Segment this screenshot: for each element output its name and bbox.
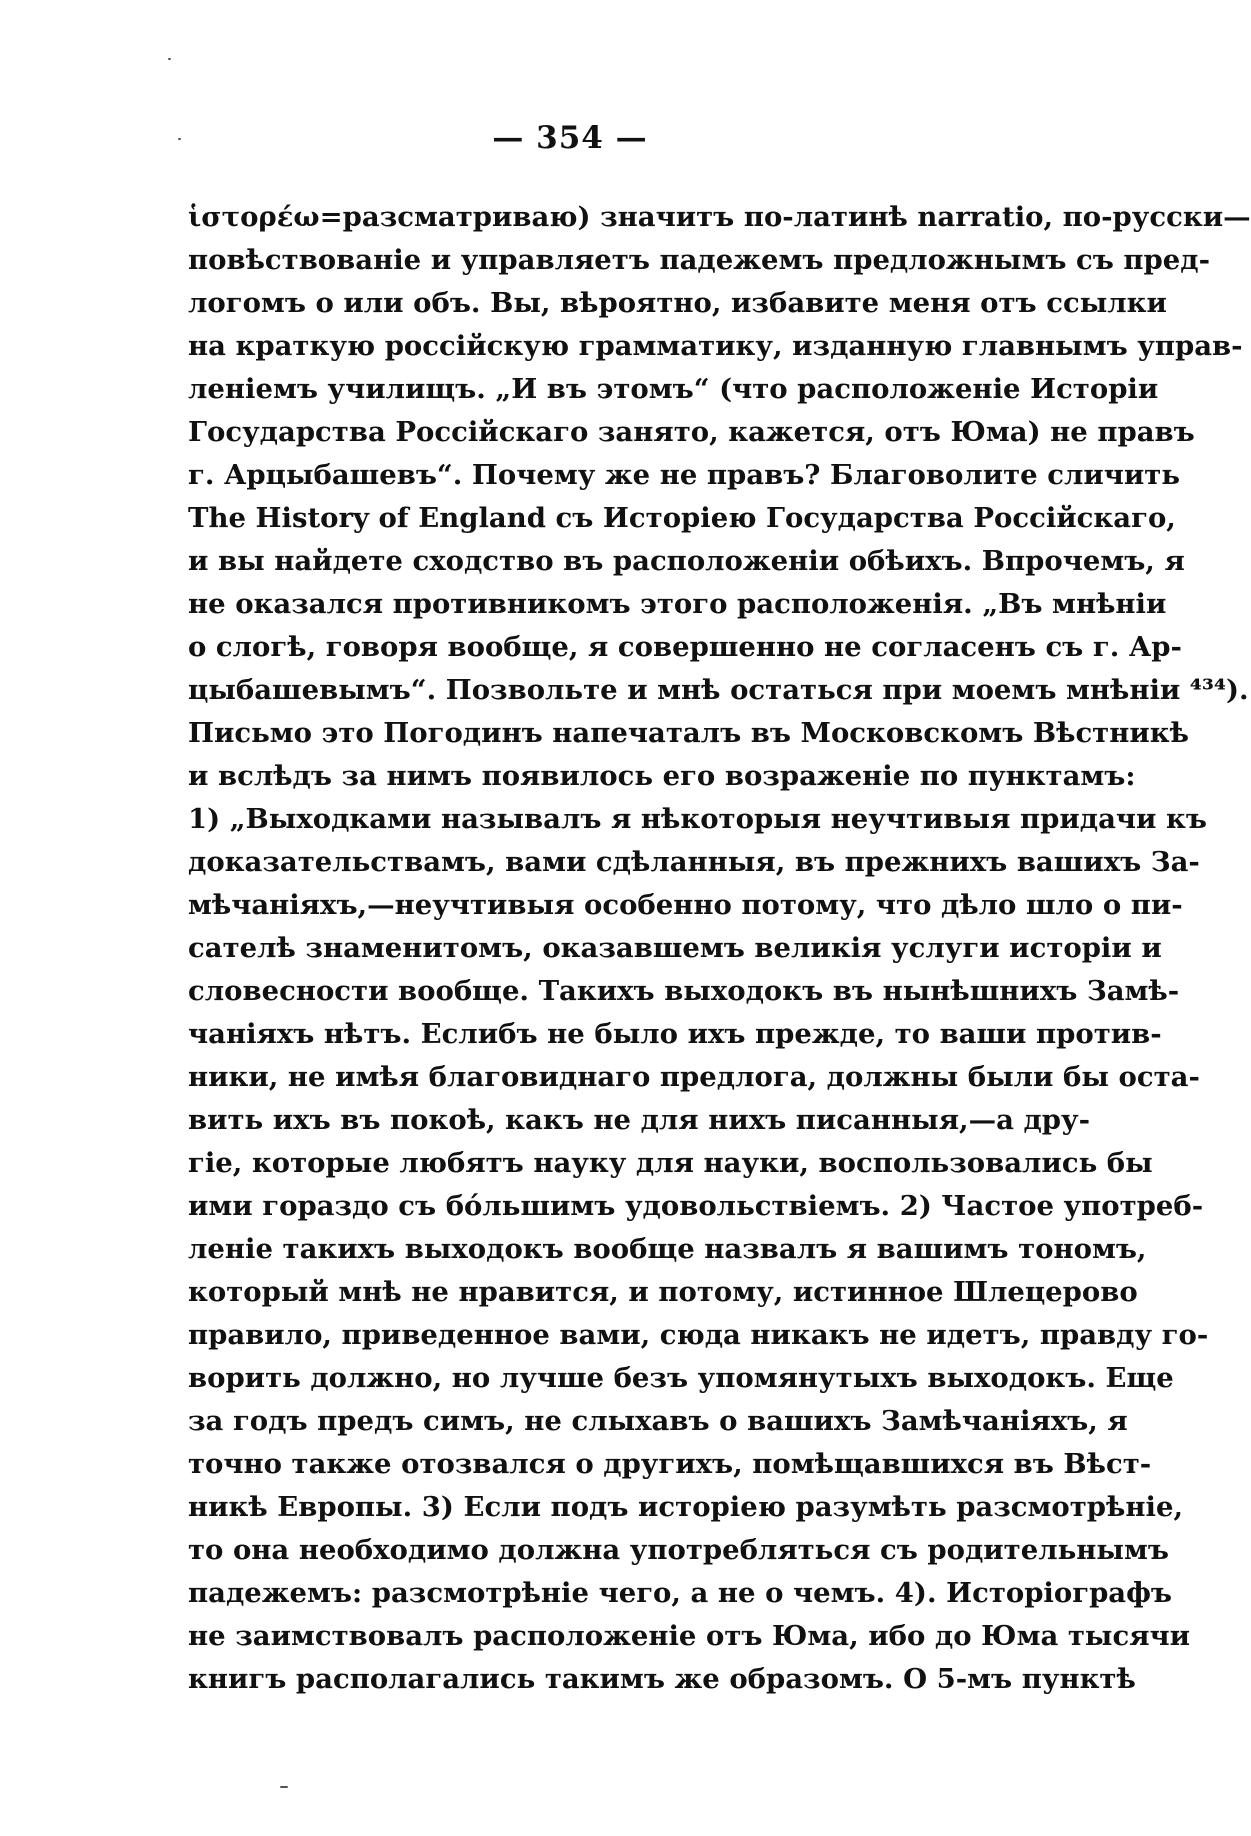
text-line: сателѣ знаменитомъ, оказавшемъ великія услуги исторіи и <box>188 932 1162 964</box>
text-line: правило, приведенное вами, сюда никакъ не идетъ, правду го- <box>188 1319 1209 1351</box>
text-line: повѣствованіе и управляетъ падежемъ предложнымъ съ пред- <box>188 244 1211 276</box>
text-line: Письмо это Погодинъ напечаталъ въ Московскомъ Вѣстникѣ <box>188 717 1189 749</box>
text-line: падежемъ: разсмотрѣніе чего, а не о чемъ. 4). Исторіографъ <box>188 1577 1173 1609</box>
text-line: то она необходимо должна употребляться съ родительнымъ <box>188 1534 1169 1566</box>
text-line: 1) „Выходками называлъ я нѣкоторыя неучтивыя придачи къ <box>188 803 1207 835</box>
text-line: леніемъ училищъ. „И въ этомъ“ (что расположеніе Исторіи <box>188 373 1159 405</box>
text-line: на краткую россійскую грамматику, изданную главнымъ управ- <box>188 330 1243 362</box>
text-line: ники, не имѣя благовиднаго предлога, должны были бы оста- <box>188 1061 1200 1093</box>
text-line: ἱστορέω=разсматриваю) значитъ по-латинѣ narratio, по-русски— <box>188 201 1251 233</box>
text-line: который мнѣ не нравится, и потому, истинное Шлецерово <box>188 1276 1138 1308</box>
text-line: и вслѣдъ за нимъ появилось его возраженіе по пунктамъ: <box>188 760 1136 792</box>
text-line: Государства Россійскаго занято, кажется, отъ Юма) не правъ <box>188 416 1195 448</box>
page-number: — 354 — <box>492 120 648 156</box>
text-line: логомъ о или объ. Вы, вѣроятно, избавите меня отъ ссылки <box>188 287 1167 319</box>
text-line: не заимствовалъ расположеніе отъ Юма, ибо до Юма тысячи <box>188 1620 1191 1652</box>
text-line: о слогѣ, говоря вообще, я совершенно не согласенъ съ г. Ар- <box>188 631 1182 663</box>
text-line: словесности вообще. Такихъ выходокъ въ нынѣшнихъ Замѣ- <box>188 975 1180 1007</box>
text-line: г. Арцыбашевъ“. Почему же не правъ? Благоволите сличить <box>188 459 1181 491</box>
body-text <box>188 196 1251 1701</box>
text-line: леніе такихъ выходокъ вообще назвалъ я вашимъ тономъ, <box>188 1233 1147 1265</box>
text-line: гіе, которые любятъ науку для науки, воспользовались бы <box>188 1147 1153 1179</box>
text-line: вить ихъ въ покоѣ, какъ не для нихъ писанныя,—а дру- <box>188 1104 1091 1136</box>
text-line: никѣ Европы. 3) Если подъ исторіею разумѣть разсмотрѣніе, <box>188 1491 1184 1523</box>
text-line: за годъ предъ симъ, не слыхавъ о вашихъ Замѣчаніяхъ, я <box>188 1405 1128 1437</box>
text-line: и вы найдете сходство въ расположеніи обѣихъ. Впрочемъ, я <box>188 545 1185 577</box>
print-speck <box>168 58 171 60</box>
text-line: мѣчаніяхъ,—неучтивыя особенно потому, что дѣло шло о пи- <box>188 889 1183 921</box>
text-line: чаніяхъ нѣтъ. Еслибъ не было ихъ прежде, то ваши против- <box>188 1018 1162 1050</box>
text-line: не оказался противникомъ этого расположенія. „Въ мнѣніи <box>188 588 1167 620</box>
text-line: доказательствамъ, вами сдѣланныя, въ прежнихъ вашихъ За- <box>188 846 1200 878</box>
text-line: The History of England съ Исторіею Государства Россійскаго, <box>188 502 1176 534</box>
text-line: цыбашевымъ“. Позвольте и мнѣ остаться при моемъ мнѣніи ⁴³⁴). <box>188 674 1249 706</box>
text-line: книгъ располагались такимъ же образомъ. О 5-мъ пунктѣ <box>188 1663 1136 1695</box>
text-line: ими гораздо съ бóльшимъ удовольствіемъ. 2) Частое употреб- <box>188 1190 1204 1222</box>
text-line: ворить должно, но лучше безъ упомянутыхъ выходокъ. Еще <box>188 1362 1174 1394</box>
text-line: точно также отозвался о другихъ, помѣщавшихся въ Вѣст- <box>188 1448 1152 1480</box>
print-speck <box>280 1786 288 1788</box>
